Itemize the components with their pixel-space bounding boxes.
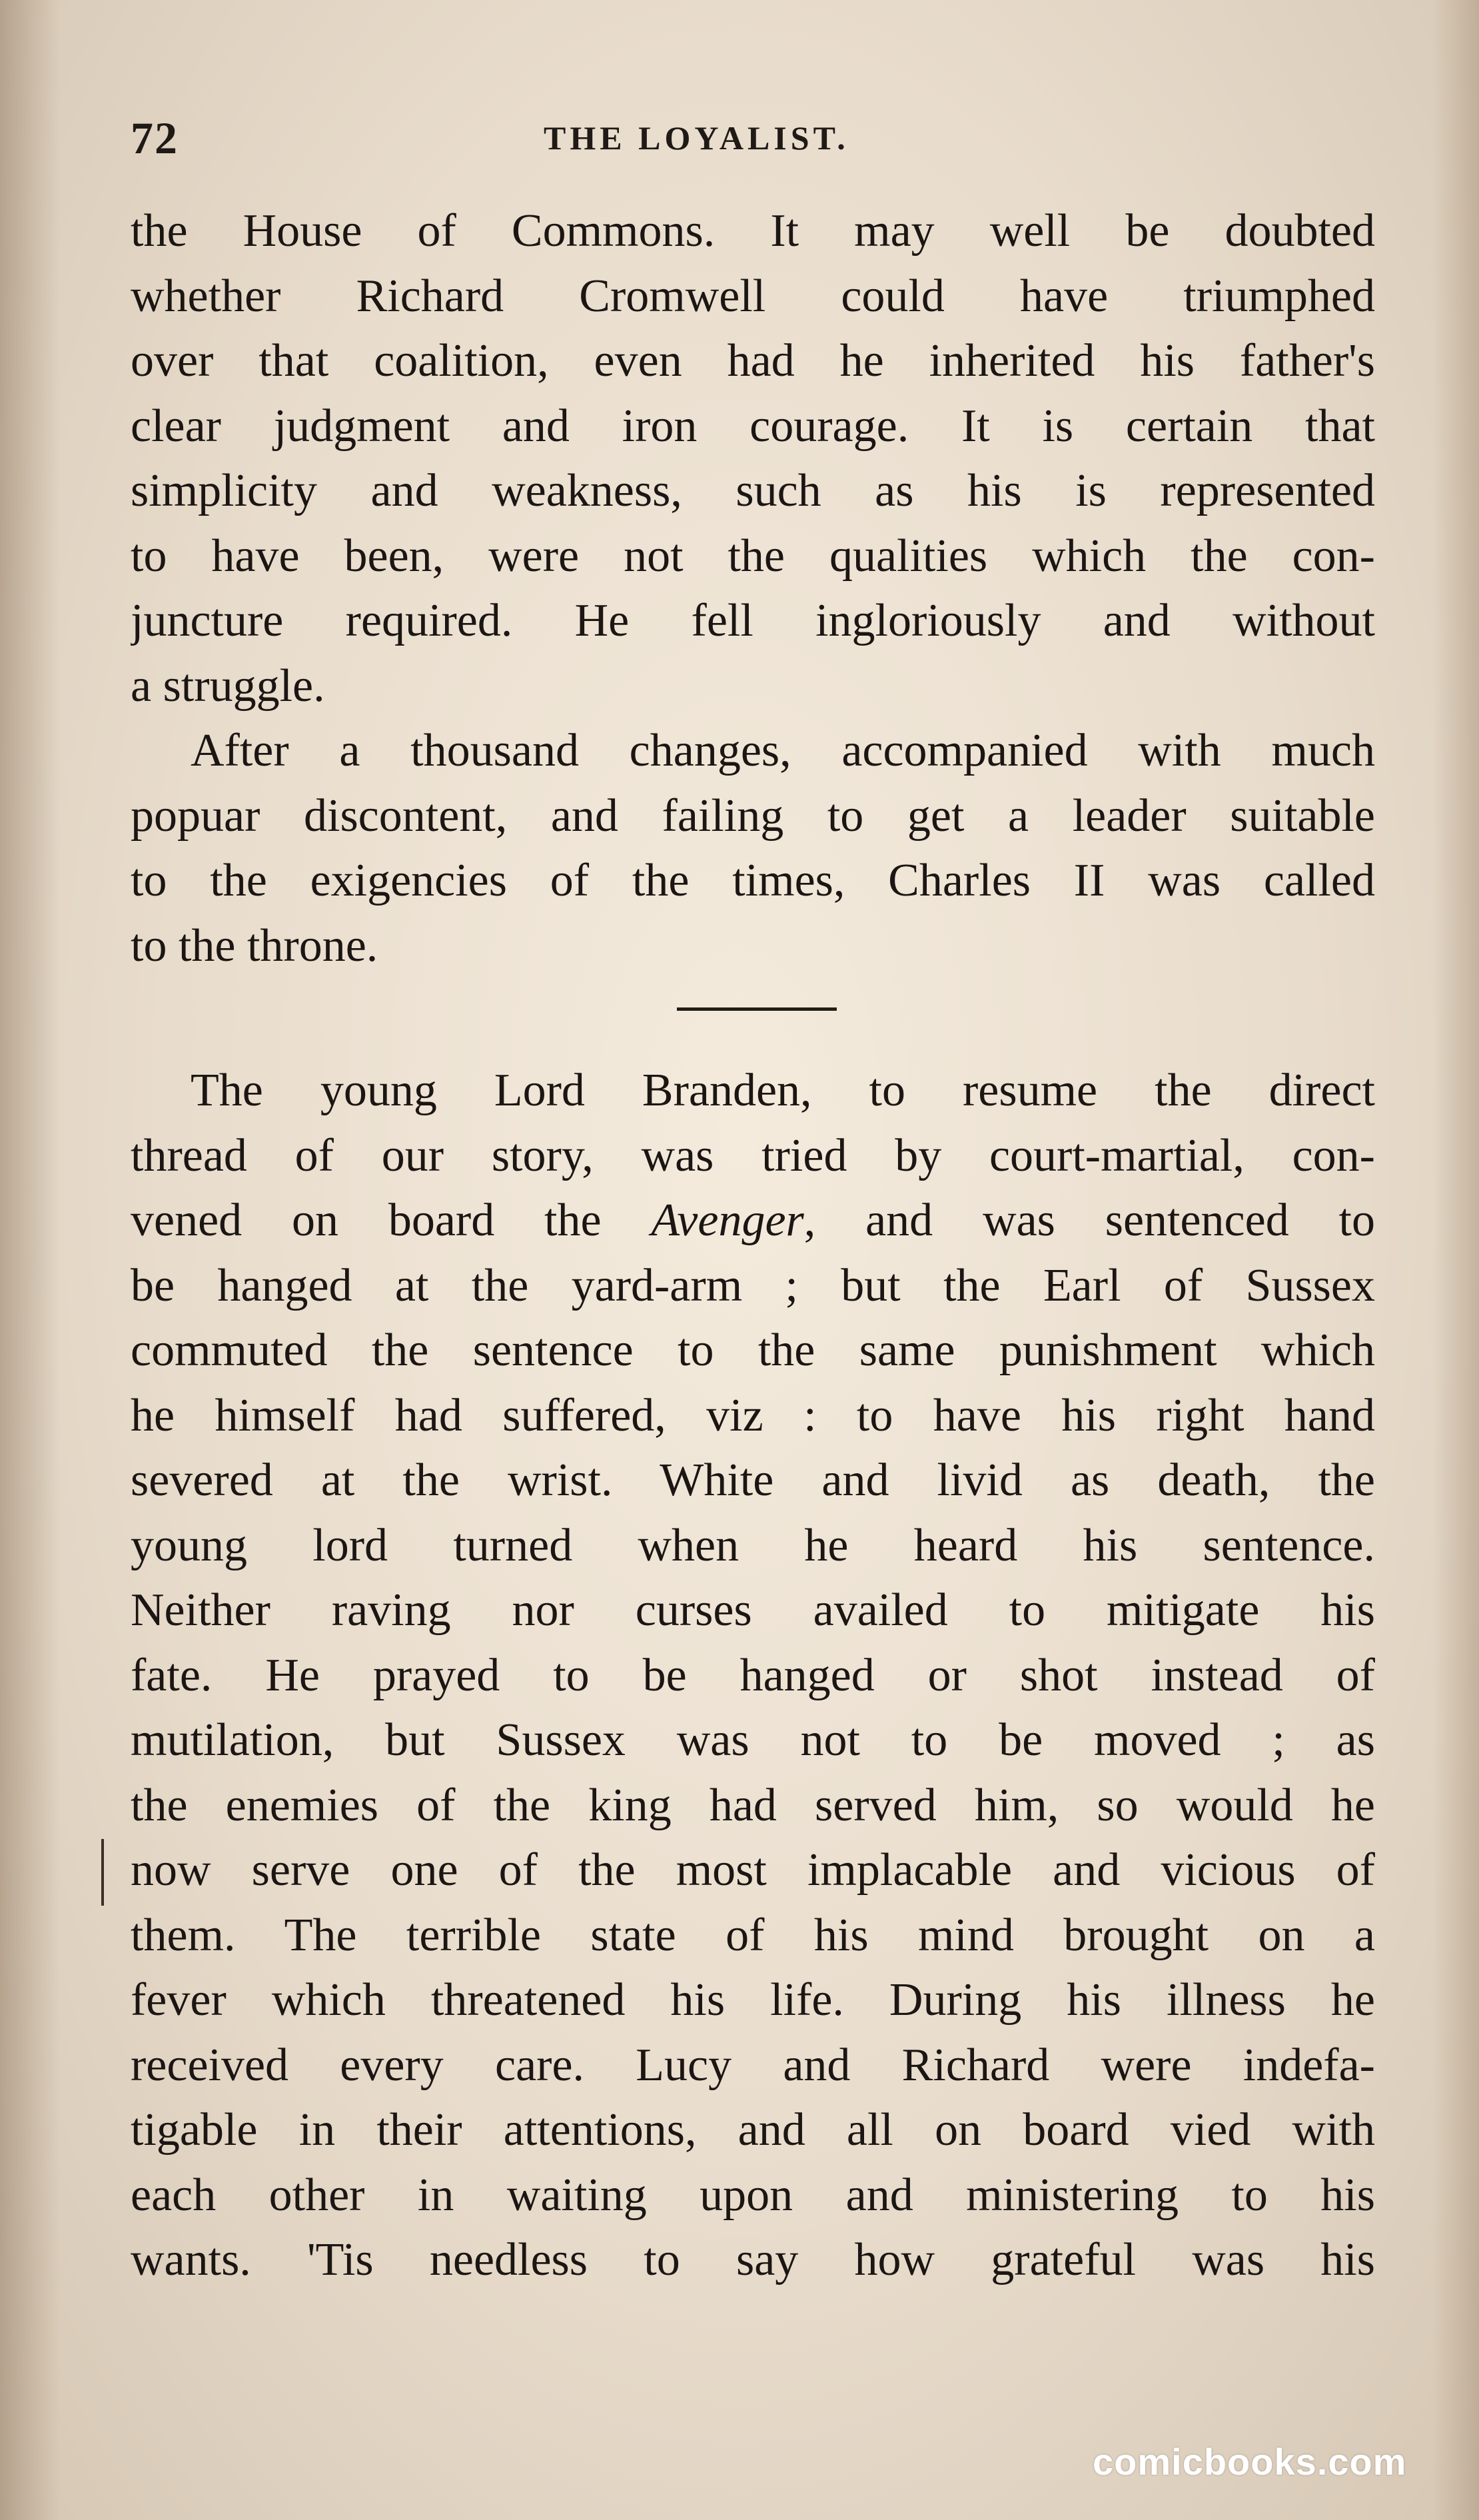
text-line: he himself had suffered, viz : to have his right hand [131,1389,1375,1441]
page-header [131,112,1383,179]
section-divider [131,978,1375,1058]
margin-pencil-mark [101,1839,104,1906]
text-line: After a thousand changes, accompanied with much [191,725,1375,776]
text-line: now serve one of the most implacable and vicious of [131,1844,1375,1896]
text-line: to the throne. [131,920,378,971]
text-line: fate. He prayed to be hanged or shot instead of [131,1649,1375,1701]
text-line: commuted the sentence to the same punishment which [131,1325,1375,1376]
text-line: tigable in their attentions, and all on board vied with [131,2104,1375,2156]
text-line: them. The terrible state of his mind brought on a [131,1909,1375,1961]
text-line: clear judgment and iron courage. It is certain that [131,400,1375,452]
text-line: mutilation, but Sussex was not to be moved ; as [131,1714,1375,1766]
text-line: Neither raving nor curses availed to mitigate his [131,1584,1375,1636]
page-right-shadow [1432,0,1479,2520]
text-line: a struggle. [131,660,325,712]
text-line: be hanged at the yard-arm ; but the Earl of Sussex [131,1259,1375,1311]
body-text [131,199,1375,2293]
text-line: simplicity and weakness, such as his is represented [131,465,1375,516]
text-line: juncture required. He fell ingloriously and without [131,595,1375,646]
text-line: each other in waiting upon and ministering to his [131,2169,1375,2221]
paragraph-2 [131,718,1375,978]
text-line: thread of our story, was tried by court-martial, con- [131,1129,1375,1181]
text-line: vened on board the Avenger, and was sentenced to [131,1195,1375,1246]
text-line: popuar discontent, and failing to get a leader suitable [131,790,1375,842]
paragraph-1 [131,199,1375,718]
ship-name: Avenger [651,1195,804,1246]
text-line: the enemies of the king had served him, so would he [131,1779,1375,1831]
page-number: 72 [131,113,179,163]
text-line: severed at the wrist. White and livid as death, the [131,1455,1375,1506]
text-line: The young Lord Branden, to resume the direct [191,1065,1375,1116]
text-line: received every care. Lucy and Richard were indefa- [131,2039,1375,2091]
text-line: fever which threatened his life. During his illness he [131,1974,1375,2026]
text-line: to the exigencies of the times, Charles II was called [131,855,1375,906]
watermark-text: comicbooks.com [1093,2441,1407,2483]
text-line: whether Richard Cromwell could have triumphed [131,270,1375,322]
text-line: wants. 'Tis needless to say how grateful was his [131,2234,1375,2285]
paragraph-3 [131,1058,1375,2293]
text-line: to have been, were not the qualities which the con- [131,530,1375,582]
text-line: over that coalition, even had he inherited his father's [131,335,1375,386]
divider-rule [677,1007,837,1011]
text-line: the House of Commons. It may well be doubted [131,205,1375,257]
running-title: THE LOYALIST. [544,119,849,157]
page-left-shadow [0,0,60,2520]
text-line: young lord turned when he heard his sentence. [131,1519,1375,1571]
